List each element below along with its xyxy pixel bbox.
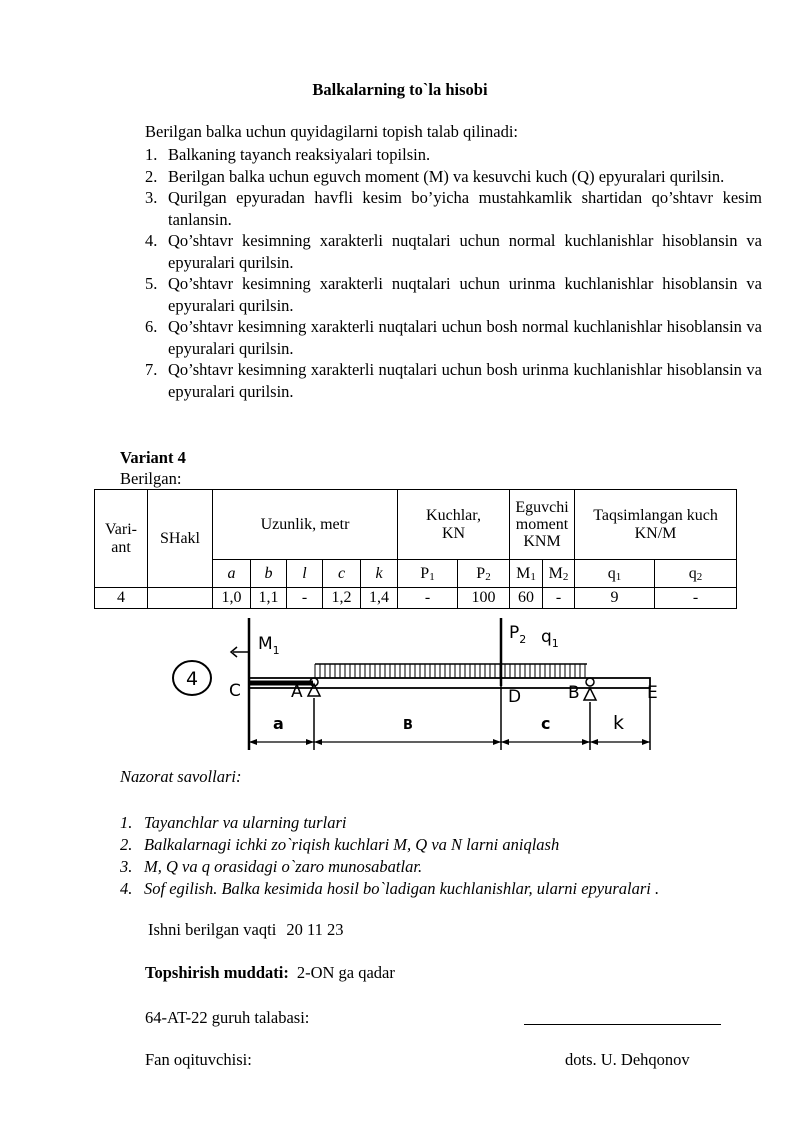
cell-k: 1,4 <box>361 588 398 609</box>
issue-date-label: Ishni berilgan vaqti <box>148 920 277 939</box>
cell-m1: 60 <box>510 588 543 609</box>
task-item <box>145 187 762 230</box>
question-text: Balkalarnagi ichki zo`riqish kuchlari M, Q va N larni aniqlash <box>144 835 560 854</box>
subheader-c: c <box>323 560 361 588</box>
cell-l: - <box>287 588 323 609</box>
header-moment <box>510 490 575 560</box>
header-variant-line1: Vari- <box>105 520 137 538</box>
header-moment-line3: KNM <box>523 533 561 550</box>
header-moment-line1: Eguvchi <box>515 499 569 516</box>
subheader-p1 <box>398 560 458 588</box>
subheader-q1-index: 1 <box>615 570 622 583</box>
task-item <box>145 144 762 166</box>
header-shape: SHakl <box>148 490 213 588</box>
support-b <box>584 688 596 700</box>
cell-m2: - <box>543 588 575 609</box>
cell-p2: 100 <box>458 588 510 609</box>
deadline-label: Topshirish muddati: <box>145 963 289 982</box>
header-forces <box>398 490 510 560</box>
dimension-b-label: B <box>403 718 413 733</box>
question-number: 3. <box>120 857 133 876</box>
subheader-q2-index: 2 <box>696 570 703 583</box>
subheader-q1-symbol: q <box>607 564 616 582</box>
point-c-label: C <box>229 681 241 701</box>
subheader-q2 <box>655 560 737 588</box>
dimension-arrow <box>642 739 650 745</box>
header-variant <box>95 490 148 588</box>
moment-label: $M_1$ <box>258 634 280 657</box>
dimension-arrow <box>493 739 501 745</box>
task-text: Berilgan balka uchun eguvch moment (M) va kesuvchi kuch (Q) epyuralari qurilsin. <box>168 166 725 186</box>
subheader-b: b <box>251 560 287 588</box>
load-q1-label: $q_1$ <box>541 627 559 650</box>
cell-a: 1,0 <box>213 588 251 609</box>
task-item <box>145 166 762 188</box>
question-item <box>120 834 659 856</box>
dimension-arrow <box>582 739 590 745</box>
intro-text: Berilgan balka uchun quyidagilarni topish talab qilinadi: <box>145 122 518 141</box>
support-b-pin <box>586 678 594 686</box>
dimension-arrow <box>590 739 598 745</box>
point-d-label: D <box>508 687 522 707</box>
question-number: 4. <box>120 879 133 898</box>
task-list <box>145 144 762 402</box>
subheader-m1 <box>510 560 543 588</box>
subheader-p2-symbol: P <box>476 564 486 582</box>
task-number: 1. <box>145 145 158 164</box>
subheader-q1 <box>575 560 655 588</box>
teacher-name: dots. U. Dehqonov <box>565 1050 690 1069</box>
teacher-label: Fan oqituvchisi: <box>145 1050 252 1069</box>
cell-p1: - <box>398 588 458 609</box>
question-number: 2. <box>120 835 133 854</box>
cell-variant: 4 <box>95 588 148 609</box>
task-number: 4. <box>145 231 158 250</box>
subheader-m2 <box>543 560 575 588</box>
issue-date-row <box>148 920 343 940</box>
variant-circle-number: 4 <box>185 668 199 690</box>
subheader-k: k <box>361 560 398 588</box>
force-p2-label: $P_2$ <box>509 623 527 646</box>
header-forces-line2: KN <box>441 524 466 542</box>
subheader-m1-index: 1 <box>530 570 536 583</box>
task-text: Qurilgan epyuradan havfli kesim bo’yicha mustahkamlik shartidan qo’shtavr kesim tanlansin. <box>168 188 762 229</box>
task-number: 2. <box>145 166 158 186</box>
header-distributed <box>575 490 737 560</box>
subheader-m1-symbol: M <box>516 564 531 582</box>
dimension-arrow <box>314 739 322 745</box>
deadline-value: 2-ON ga qadar <box>296 963 395 982</box>
student-signature-line <box>524 1024 721 1025</box>
question-text: M, Q va q orasidagi o`zaro munosabatlar. <box>144 857 423 876</box>
dimension-a-label: a <box>273 714 284 733</box>
task-text: Qo’shtavr kesimning xarakterli nuqtalari uchun normal kuchlanishlar hisoblansin va epyuralari qurilsin. <box>168 231 762 272</box>
question-text: Tayanchlar va ularning turlari <box>144 813 347 832</box>
header-forces-line1: Kuchlar, <box>426 506 481 524</box>
variant-heading: Variant 4 <box>120 448 186 467</box>
task-number: 3. <box>145 188 158 207</box>
subheader-m2-index: 2 <box>562 570 569 583</box>
page-title: Balkalarning to`la hisobi <box>312 80 488 99</box>
distributed-load-q1 <box>315 664 585 678</box>
task-item <box>145 230 762 273</box>
dimension-k-label: k <box>613 712 625 734</box>
issue-date-value: 20 11 23 <box>286 920 344 939</box>
task-text: Qo’shtavr kesimning xarakterli nuqtalari uchun urinma kuchlanishlar hisoblansin va epyuralari qurilsin. <box>168 274 762 315</box>
task-number: 7. <box>145 360 158 379</box>
task-text: Balkaning tayanch reaksiyalari topilsin. <box>168 145 431 164</box>
header-moment-line2: moment <box>515 516 569 533</box>
task-item <box>145 316 762 359</box>
header-distributed-line2: KN/M <box>634 524 677 542</box>
subheader-l: l <box>287 560 323 588</box>
dimension-arrow <box>501 739 509 745</box>
cell-shape <box>148 588 213 609</box>
subheader-p2-index: 2 <box>485 570 491 583</box>
question-item <box>120 878 659 900</box>
question-text: Sof egilish. Balka kesimida hosil bo`ladigan kuchlanishlar, ularni epyuralari . <box>144 879 660 898</box>
subheader-p1-index: 1 <box>429 570 435 583</box>
dimension-c-label: c <box>541 714 551 733</box>
subheader-m2-symbol: M <box>548 564 563 582</box>
subheader-p1-symbol: P <box>420 564 430 582</box>
header-variant-line2: ant <box>111 538 131 556</box>
task-item <box>145 359 762 402</box>
dimension-arrow <box>306 739 314 745</box>
variant-data-table <box>94 489 737 609</box>
question-list <box>120 812 659 900</box>
point-b-label: B <box>568 683 580 703</box>
subheader-q2-symbol: q <box>688 564 697 582</box>
subheader-a: a <box>213 560 251 588</box>
task-item <box>145 273 762 316</box>
student-group-label: 64-AT-22 guruh talabasi: <box>145 1008 310 1027</box>
question-item <box>120 856 659 878</box>
subheader-p2 <box>458 560 510 588</box>
task-number: 6. <box>145 317 158 336</box>
point-e-label: E <box>647 683 658 703</box>
question-item <box>120 812 659 834</box>
given-label: Berilgan: <box>120 469 182 488</box>
task-text: Qo’shtavr kesimning xarakterli nuqtalari uchun bosh urinma kuchlanishlar hisoblansin va epyuralari qurilsin. <box>168 360 762 401</box>
header-length: Uzunlik, metr <box>213 490 398 560</box>
questions-heading: Nazorat savollari: <box>120 767 242 786</box>
cell-q2: - <box>655 588 737 609</box>
header-distributed-line1: Taqsimlangan kuch <box>593 506 718 524</box>
point-a-label: A <box>291 682 303 702</box>
task-text: Qo’shtavr kesimning xarakterli nuqtalari uchun bosh normal kuchlanishlar hisoblansin va epyuralari qurilsin. <box>168 317 762 358</box>
cell-c: 1,2 <box>323 588 361 609</box>
task-number: 5. <box>145 274 158 293</box>
deadline-row <box>145 963 395 983</box>
beam-diagram <box>165 616 665 756</box>
cell-b: 1,1 <box>251 588 287 609</box>
question-number: 1. <box>120 813 133 832</box>
cell-q1: 9 <box>575 588 655 609</box>
